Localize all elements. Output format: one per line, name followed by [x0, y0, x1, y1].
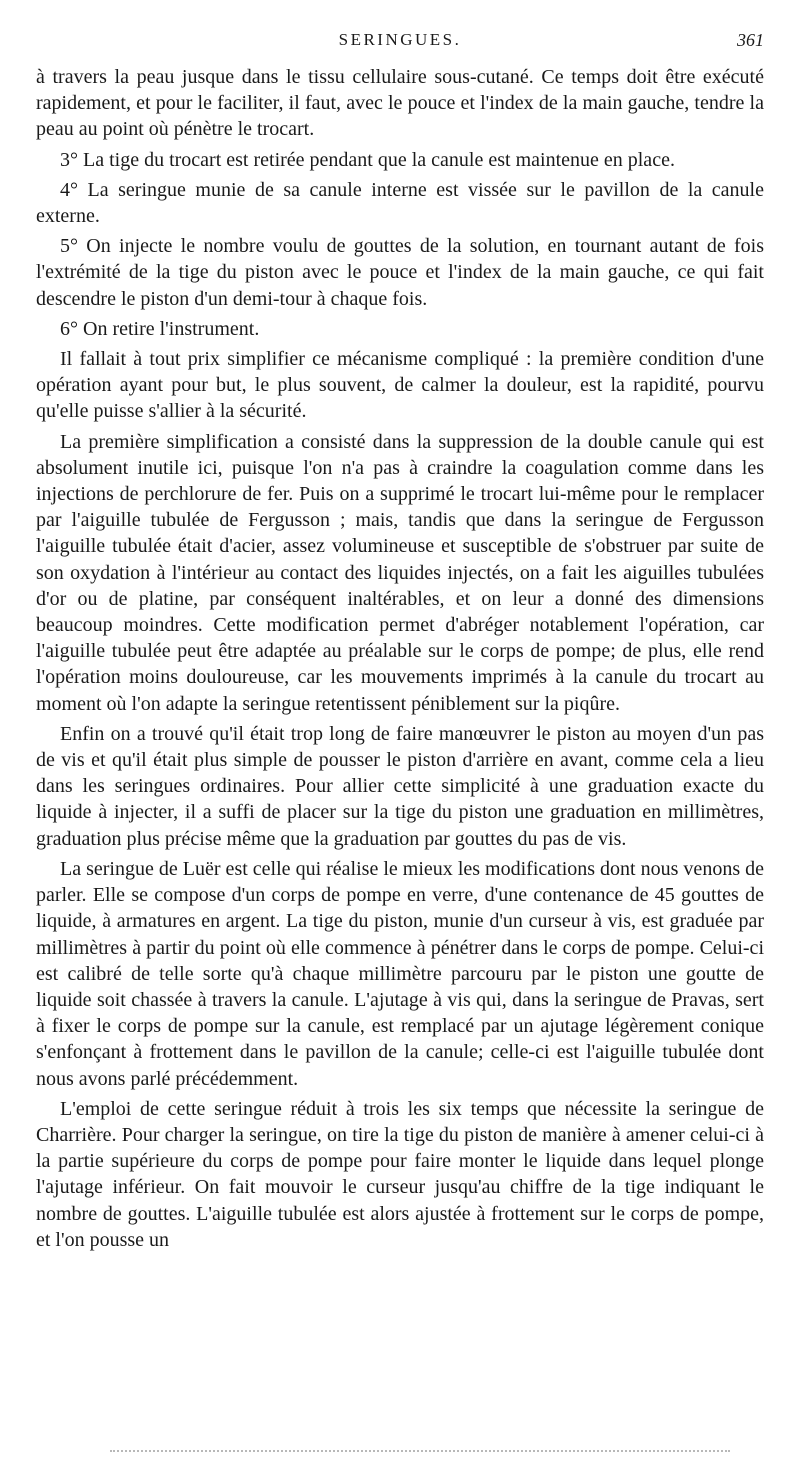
paragraph-step-6: 6° On retire l'instrument. [60, 317, 260, 340]
paragraph-piston-graduation: Enfin on a trouvé qu'il était trop long de faire manœuvrer le piston au moyen d'un pas de vis et qu'il était plus simple de pousser le piston d'arrière en avant, comme cela a lieu dans les seringues ordinaires. Pour allier cette simplicité à une graduation exacte du liquide à injecter, il a suffi de placer sur la tige du piston une graduation en millimètres, graduation plus précise même que la graduation par gouttes du pas de vis. [36, 722, 764, 850]
paragraph-step-4: 4° La seringue munie de sa canule interne est vissée sur le pavillon de la canule externe. [36, 178, 764, 228]
running-header [36, 30, 764, 60]
paragraph-luer-syringe: La seringue de Luër est celle qui réalise le mieux les modifications dont nous venons de parler. Elle se compose d'un corps de pompe en verre, d'une contenance de 45 gouttes de liquide, à armatures en argent. La tige du piston, munie d'un curseur à vis, est graduée par millimètres à partir du point où elle commence à pénétrer dans le corps de pompe. Celui-ci est calibré de telle sorte qu'à chaque millimètre parcouru par le piston une goutte de liquide soit chassée à travers la canule. L'ajutage à vis qui, dans la seringue de Pravas, sert à fixer le corps de pompe sur la canule, est remplacé par un ajutage légèrement conique s'enfonçant à frottement dans le pavillon de la canule; celle-ci est l'aiguille tubulée dont nous avons parlé précédemment. [36, 857, 764, 1090]
paragraph-continuation: à travers la peau jusque dans le tissu cellulaire sous-cutané. Ce temps doit être exécuté rapidement, et pour le faciliter, il faut, avec le pouce et l'index de la main gauche, tendre la peau au point où pénètre le trocart. [36, 66, 764, 141]
body-text [36, 64, 764, 1253]
running-title: SERINGUES. [338, 30, 462, 49]
page-number: 361 [737, 30, 764, 50]
page-bottom-mark [110, 1446, 730, 1452]
paragraph-step-3: 3° La tige du trocart est retirée pendant que la canule est maintenue en place. [60, 148, 675, 171]
book-page [36, 30, 764, 1257]
paragraph-first-simplification: La première simplification a consisté dans la suppression de la double canule qui est absolument inutile ici, puisque l'on n'a pas à craindre la coagulation comme dans les injections de perchlorure de fer. Puis on a supprimé le trocart lui-même pour le remplacer par l'aiguille tubulée de Fergusson ; mais, tandis que dans la seringue de Fergusson l'aiguille tubulée était d'acier, assez volumineuse et susceptible de s'obstruer par suite de son oxydation à l'intérieur au contact des liquides injectés, on a fait les aiguilles tubulées d'or ou de platine, par conséquent inaltérables, et on leur a donné des dimensions beaucoup moindres. Cette modification permet d'abréger notablement l'opération, car l'aiguille tubulée peut être adaptée au préalable sur le corps de pompe; de plus, elle rend l'opération moins douloureuse, car les mouvements imprimés à la canule du trocart au moment où l'on adapte la seringue retentissent péniblement sur la piqûre. [36, 430, 764, 715]
paragraph-syringe-use: L'emploi de cette seringue réduit à trois les six temps que nécessite la seringue de Charrière. Pour charger la seringue, on tire la tige du piston de manière à amener celui-ci à la partie supérieure du corps de pompe pour faire monter le liquide dans lequel plonge l'ajutage inférieur. On fait mouvoir le curseur jusqu'au chiffre de la tige indiquant le nombre de gouttes. L'aiguille tubulée est alors ajustée à frottement sur le corps de pompe, et l'on pousse un [36, 1097, 764, 1251]
paragraph-step-5: 5° On injecte le nombre voulu de gouttes de la solution, en tournant autant de fois l'extrémité de la tige du piston avec le pouce et l'index de la main gauche, ce qui fait descendre le piston d'un demi-tour à chaque fois. [36, 235, 764, 310]
paragraph-simplification-need: Il fallait à tout prix simplifier ce mécanisme compliqué : la première condition d'une opération ayant pour but, le plus souvent, de calmer la douleur, est la rapidité, pourvu qu'elle puisse s'allier à la sécurité. [36, 348, 764, 423]
